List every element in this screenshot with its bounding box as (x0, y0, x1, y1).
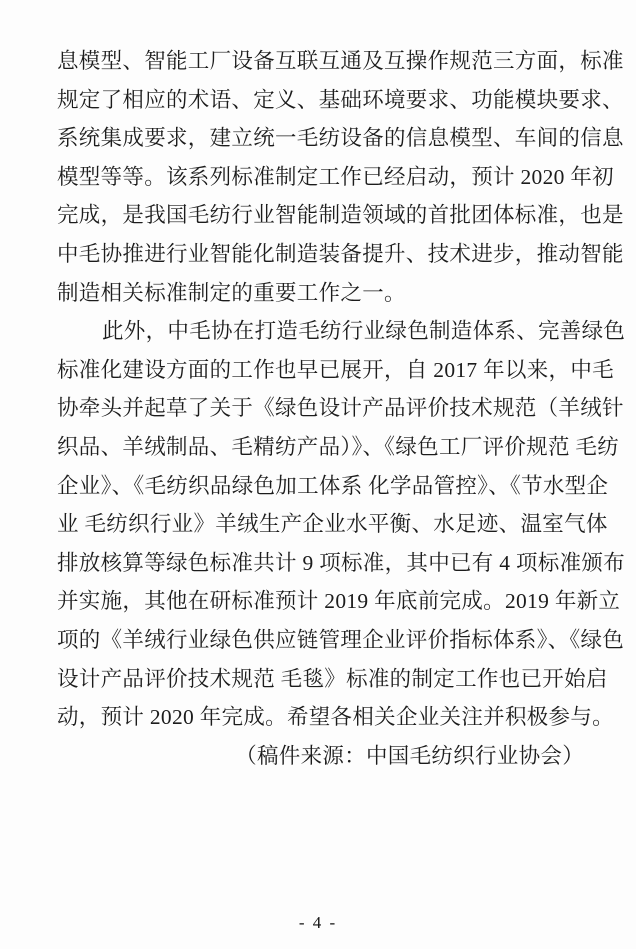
text-line: 标准化建设方面的工作也早已展开，自 2017 年以来，中毛 (57, 357, 614, 382)
text-line: 系统集成要求，建立统一毛纺设备的信息模型、车间的信息 (57, 126, 624, 151)
text-line: 设计产品评价技术规范 毛毯》标准的制定工作也已开始启 (57, 666, 608, 691)
text-line: 此外，中毛协在打造毛纺行业绿色制造体系、完善绿色 (102, 319, 626, 344)
text-line: 息模型、智能工厂设备互联互通及互操作规范三方面，标准 (57, 49, 624, 73)
text-line: 排放核算等绿色标准共计 9 项标准，其中已有 4 项标准颁布 (57, 550, 626, 575)
text-line: 中毛协推进行业智能化制造装备提升、技术进步，推动智能 (57, 241, 624, 266)
text-line: 协牵头并起草了关于《绿色设计产品评价技术规范（羊绒针 (57, 396, 624, 421)
text-line: 并实施，其他在研标准预计 2019 年底前完成。2019 年新立 (57, 589, 621, 614)
text-line: 动，预计 2020 年完成。希望各相关企业关注并积极参与。 (57, 705, 614, 730)
text-line: 完成，是我国毛纺行业智能制造领域的首批团体标准，也是 (57, 203, 624, 228)
text-line: 规定了相应的术语、定义、基础环境要求、功能模块要求、 (57, 87, 624, 112)
text-line: 制造相关标准制定的重要工作之一。 (57, 280, 406, 305)
text-line: 织品、羊绒制品、毛精纺产品）》、《绿色工厂评价规范 毛纺 (57, 434, 620, 459)
text-line: 企业》、《毛纺织品绿色加工体系 化学品管控》、《节水型企 (57, 473, 609, 498)
text-line: （稿件来源：中国毛纺织行业协会） (235, 743, 584, 768)
text-line: 模型等等。该系列标准制定工作已经启动，预计 2020 年初 (57, 164, 614, 189)
document-body (57, 42, 626, 775)
text-line: 业 毛纺织行业》羊绒生产企业水平衡、水足迹、温室气体 (57, 512, 608, 537)
page-number: - 4 - (298, 913, 338, 932)
text-line: 项的《羊绒行业绿色供应链管理企业评价指标体系》、《绿色 (57, 627, 625, 652)
